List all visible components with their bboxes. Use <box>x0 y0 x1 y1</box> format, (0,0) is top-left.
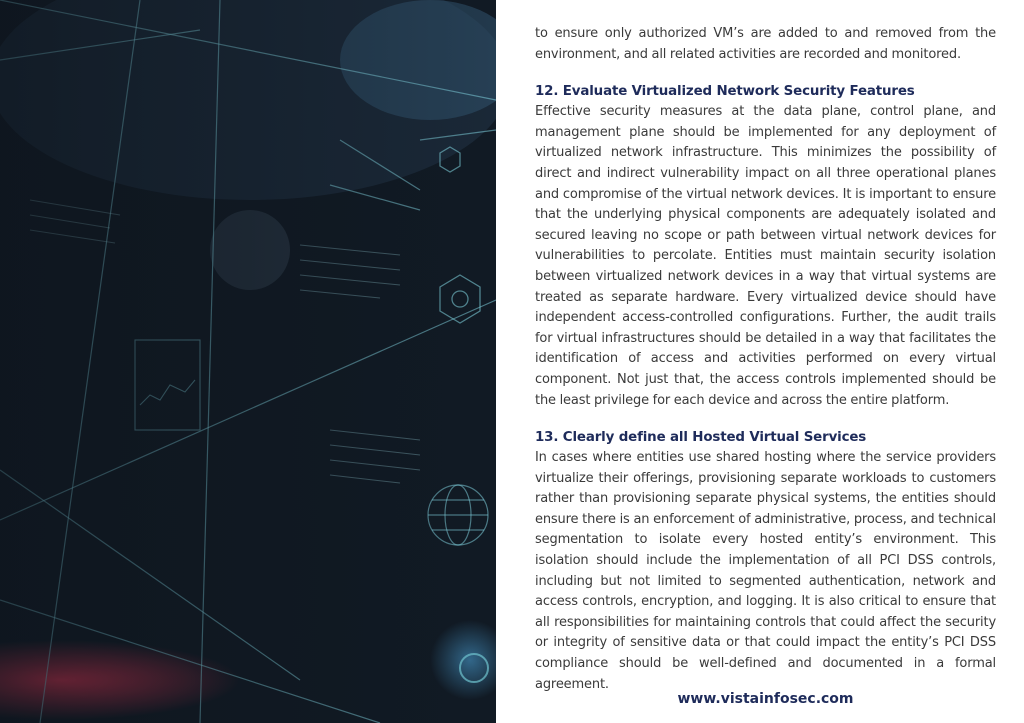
article-content <box>535 24 996 695</box>
intro-paragraph: to ensure only authorized VM’s are added to and removed from the environment, and all related activities are recorded and monitored. <box>535 26 996 62</box>
section-heading-12: 12. Evaluate Virtualized Network Security Features <box>535 84 915 100</box>
section-heading-13: 13. Clearly define all Hosted Virtual Services <box>535 430 867 446</box>
background-photo <box>0 0 496 723</box>
section-body-12: Effective security measures at the data plane, control plane, and management plane should be implemented for any deployment of virtualized network infrastructure. This minimizes the possibility of direct and indirect vulnerability impact on all three operational planes and compromise of the virtual network devices. It is important to ensure that the underlying physical components are adequately isolated and secured leaving no scope or path between virtual network devices for vulnerabilities to percolate. Entities must maintain security isolation between virtualized network devices in a way that virtual systems are treated as separate hardware. Every virtualized device should have independent access-controlled configurations. Further, the audit trails for virtual infrastructures should be detailed in a way that facilitates the identification of access and activities performed on every virtual component. Not just that, the access controls implemented should be the least privilege for each device and across the entire platform. <box>535 104 996 408</box>
section-body-13: In cases where entities use shared hosting where the service providers virtualize their offerings, provisioning separate workloads to customers rather than provisioning separate physical systems, the entities should ensure there is an enforcement of administrative, process, and technical segmentation to isolate every hosted entity’s environment. This isolation should include the implementation of all PCI DSS controls, including but not limited to segmented authentication, network and access controls, encryption, and logging. It is also critical to ensure that all responsibilities for maintaining controls that could affect the security or integrity of sensitive data or that could impact the entity’s PCI DSS compliance should be well-defined and documented in a formal agreement. <box>535 450 996 692</box>
website-link[interactable]: www.vistainfosec.com <box>677 691 854 707</box>
